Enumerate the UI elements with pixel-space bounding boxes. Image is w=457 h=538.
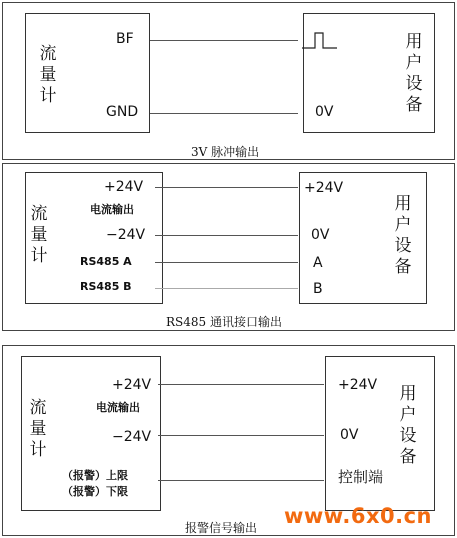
- current-output-label: 电流输出: [90, 203, 134, 216]
- flowmeter-label: 流量计: [30, 204, 48, 266]
- user-device-label: 用户设备: [399, 384, 417, 467]
- caption-pulse: 3V 脉冲输出: [191, 145, 260, 159]
- ov-label: 0V: [315, 104, 334, 120]
- rs485-b-label: RS485 B: [80, 280, 132, 293]
- watermark: www.6x0.cn: [284, 504, 432, 528]
- control-terminal-label: 控制端: [338, 468, 384, 486]
- flowmeter-label: 流量计: [29, 398, 47, 460]
- rs485-a-wire: [155, 262, 298, 263]
- rs485-a-label: RS485 A: [80, 255, 132, 268]
- minus24-label: −24V: [106, 227, 146, 243]
- plus24-label: +24V: [104, 179, 144, 195]
- caption-alarm: 报警信号输出: [185, 521, 258, 535]
- bf-label: BF: [116, 31, 134, 47]
- user-device-label: 用户设备: [405, 32, 423, 115]
- plus24-label: +24V: [112, 377, 152, 393]
- plus24-wire: [155, 187, 298, 188]
- minus24-label: −24V: [112, 429, 152, 445]
- gnd-label: GND: [106, 104, 139, 120]
- plus24-wire: [158, 384, 324, 385]
- rs485-b-wire: [155, 288, 298, 289]
- device-plus24-label: +24V: [338, 377, 378, 393]
- device-plus24-label: +24V: [304, 180, 344, 196]
- device-ov-label: 0V: [311, 227, 330, 243]
- device-ov-label: 0V: [340, 427, 359, 443]
- current-output-label: 电流输出: [96, 401, 140, 414]
- minus24-wire: [155, 235, 298, 236]
- alarm-wire: [158, 480, 324, 481]
- alarm-lower-label: （报警）下限: [62, 485, 128, 498]
- panel-rs485-output: [2, 163, 455, 331]
- device-a-label: A: [313, 255, 323, 271]
- user-device-label: 用户设备: [394, 194, 412, 277]
- device-b-label: B: [313, 281, 323, 297]
- caption-rs485: RS485 通讯接口输出: [166, 315, 282, 329]
- minus24-wire: [158, 435, 324, 436]
- flowmeter-label: 流量计: [39, 44, 57, 106]
- alarm-upper-label: （报警）上限: [62, 469, 128, 482]
